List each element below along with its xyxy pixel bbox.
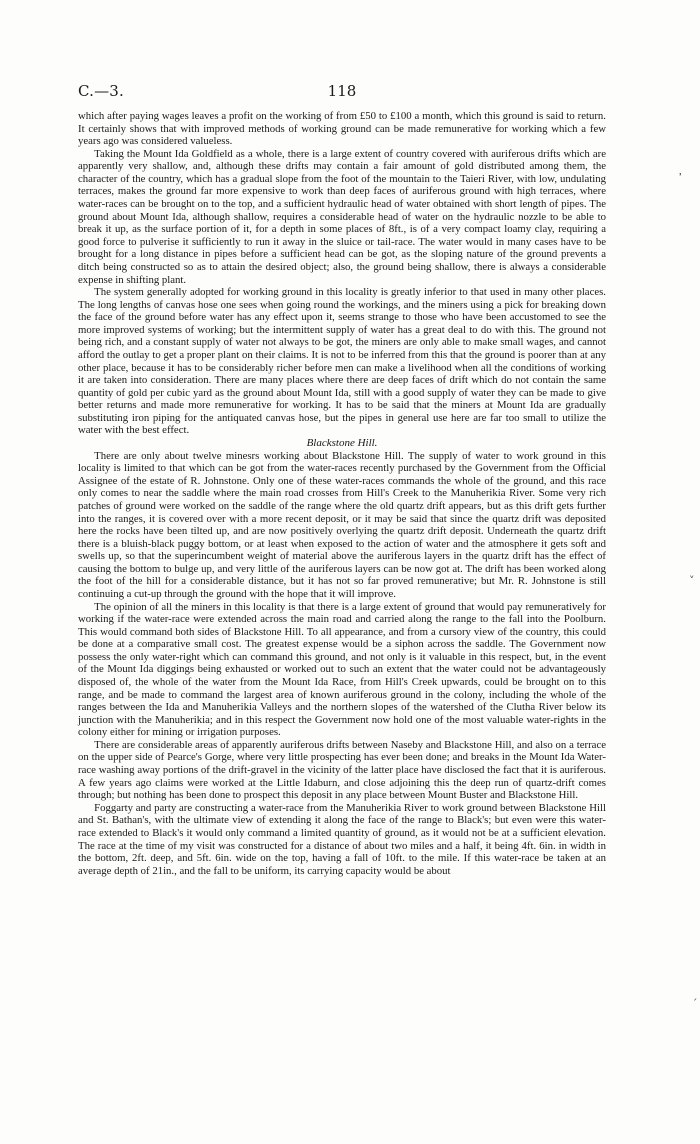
page-header: [78, 82, 606, 102]
body-text: [78, 110, 606, 877]
paragraph: Foggarty and party are constructing a water-race from the Manuherikia River to work ground between Blackstone Hill and St. Bathan's, with the ultimate view of extending it along the face of the range to Black's; but even were this water-race extended to Black's it would only command a limited quantity of ground, as it would not be at a sufficient elevation. The race at the time of my visit was constructed for a distance of about two miles and a half, it being 4ft. 6in. in width in the bottom, 2ft. deep, and 5ft. 6in. wide on the top, having a fall of 10ft. to the mile. If this water-race be taken at an average depth of 21in., and the fall to be uniform, its carrying capacity would be about: [78, 801, 606, 877]
margin-mark: ˅: [689, 574, 695, 587]
paragraph: The opinion of all the miners in this locality is that there is a large extent of ground that would pay remuneratively for working if the water-race were extended across the main road and carried along the range to the fall into the Poolburn. This would command both sides of Blackstone Hill. To all appearance, and from a cursory view of the country, this could be done at a comparative small cost. The greatest expense would be a siphon across the saddle. The Government now possess the only water-right which can command this ground, and not only is it valuable in this respect, but, in the event of the Mount Ida diggings being exhausted or worked out to such an extent that the water could not be advantageously disposed of, the whole of the water from the Mount Ida Race, from Hill's Creek upwards, could be brought on to this range, and be made to command the largest area of known auriferous ground in the colony, including the whole of the ranges between the Ida and Manuherikia Valleys and the northern slopes of the watershed of the Clutha River below its junction with the Manuherikia; and in this respect the Government now hold one of the most valuable water-rights in the colony either for mining or irrigation purposes.: [78, 600, 606, 739]
section-heading: Blackstone Hill.: [306, 437, 378, 450]
page-number: 118: [327, 82, 357, 100]
margin-mark: ˏ: [692, 988, 698, 1001]
paragraph: Taking the Mount Ida Goldfield as a whole, there is a large extent of country covered with auriferous drifts which are apparently very shallow, and, although these drifts may contain a fair amount of gold distributed among them, the character of the country, which has a gradual slope from the foot of the mountain to the Taieri River, with low, undulating terraces, makes the ground far more expensive to work than deep faces of auriferous ground with high terraces, where water-races can be brought on to the top, and a sufficient hydraulic head of water obtained with short length of pipes. The ground about Mount Ida, although shallow, requires a considerable head of water on the hydraulic nozzle to be able to break it up, as the surface portion of it, for a depth in some places of 8ft., is of a very compact loamy clay, requiring a good force to pulverise it sufficiently to run it away in the sluice or tail-race. The water would in many cases have to be brought for a long distance in pipes before a sufficient head can be got, as the sloping nature of the ground prevents a ditch being constructed so as to attain the desired object; also, the ground being shallow, there is always a considerable expense in shifting plant.: [78, 147, 606, 286]
paragraph: There are considerable areas of apparently auriferous drifts between Naseby and Blackstone Hill, and also on a terrace on the upper side of Pearce's Gorge, where very little prospecting has ever been done; and breaks in the Mount Ida Water-race washing away portions of the drift-gravel in the vicinity of the latter place have disclosed the fact that it is auriferous. A few years ago claims were worked at the Little Idaburn, and close adjoining this the deep run of quartz-drift comes through; but nothing has been done to prospect this deposit in any place between Mount Buster and Blackstone Hill.: [78, 738, 606, 802]
paragraph-continued: which after paying wages leaves a profit on the working of from £50 to £100 a month, which this ground is said to return. It certainly shows that with improved methods of working ground can be made remunerative for working which a few years ago was considered valueless.: [78, 110, 606, 148]
paragraph: The system generally adopted for working ground in this locality is greatly inferior to that used in many other places. The long lengths of canvas hose one sees when going round the workings, and the miners using a pick for breaking down the face of the ground before water has any effect upon it, seems strange to those who have been accustomed to see the more improved systems of working; but the intermittent supply of water has a great deal to do with this. The ground not being rich, and a constant supply of water not always to be got, the miners are only able to make small wages, and cannot afford the outlay to get a proper plant on their claims. It is not to be inferred from this that the ground is poorer than at any other place, because it has to be considerably richer before men can make a livelihood when all the conditions of working it are taken into consideration. There are many places where there are deep faces of drift which do not contain the same quantity of gold per cubic yard as the ground about Mount Ida, still with a good supply of water they can be made to give better returns and made more remunerative for working. It has to be said that the miners at Mount Ida are gradually substituting iron piping for the antiquated canvas hose, but the pipes in general use here are far too small to utilize the water with the best effect.: [78, 286, 606, 437]
document-reference: C.—3.: [78, 82, 125, 100]
paragraph: There are only about twelve minesrs working about Blackstone Hill. The supply of water to work ground in this locality is limited to that which can be got from the water-races recently purchased by the Government from the Official Assignee of the estate of R. Johnstone. Only one of these water-races commands the whole of the ground, and this race only comes to near the saddle where the main road crosses from Hill's Creek to the Manuherikia River. Some very rich patches of ground were worked on the saddle of the range where the old quartz drift appears, but as this drift gets further into the ranges, it is covered over with a more recent deposit, or it may be said that since the quartz drift was deposited here the rocks have been tilted up, and are now positively overlying the quartz drift deposit. Underneath the quartz drift there is a bluish-black puggy bottom, or at least when exposed to the action of water and the atmosphere it gets soft and swells up, so that the superincumbent weight of material above the auriferous layers in the quartz drift has the effect of causing the bottom to bulge up, and very little of the auriferous layers can be now got at. The drift has been worked along the foot of the hill for a considerable distance, but it has not so far proved remunerative; but Mr. R. Johnstone is still continuing a cut-up through the ground with the hope that it will improve.: [78, 449, 606, 600]
